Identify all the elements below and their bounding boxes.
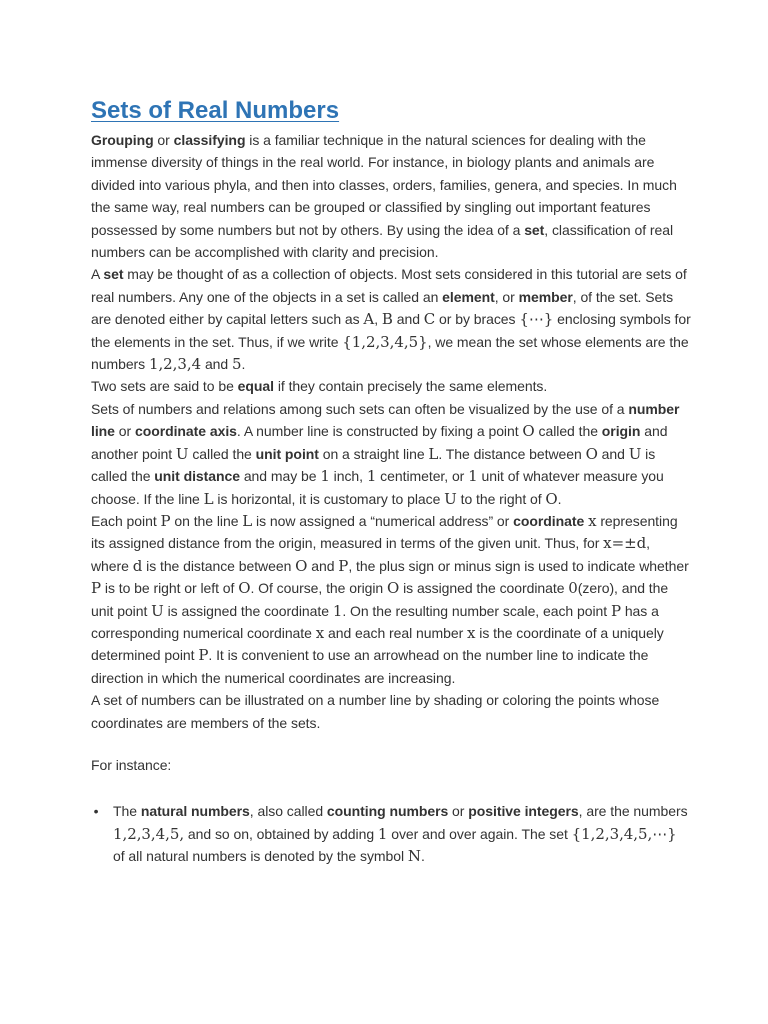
math-symbol: U xyxy=(444,489,457,508)
paragraph-coordinates xyxy=(91,510,691,689)
math-symbol: O xyxy=(238,579,251,598)
text: may be thought of as a collection of objects. Most sets considered in this tutorial are sets of real numbers. Any one of the objects in a set is called an xyxy=(91,266,687,305)
text: and xyxy=(392,311,424,328)
math-symbol: L xyxy=(242,511,253,530)
term-element: element xyxy=(442,288,495,305)
math-symbol: U xyxy=(175,444,189,463)
text: of all natural numbers is denoted by the symbol xyxy=(113,848,408,865)
text: and another point xyxy=(91,423,668,462)
bullet-list xyxy=(91,800,691,867)
math-symbol: x xyxy=(588,511,597,530)
math-symbol: O xyxy=(295,556,308,575)
text: , also called xyxy=(249,803,327,820)
text: and xyxy=(201,356,232,373)
paragraph-grouping xyxy=(91,129,691,263)
paragraph-for-instance: For instance: xyxy=(91,756,172,773)
text: is the distance between xyxy=(142,557,296,574)
text: and xyxy=(307,557,339,574)
text: on a straight line xyxy=(318,445,429,462)
list-item-natural-numbers xyxy=(93,800,691,867)
math-symbol: O xyxy=(545,489,558,508)
term-unit-distance: unit distance xyxy=(154,468,240,485)
math-symbol: 5 xyxy=(232,355,242,374)
text: is the coordinate of a uniquely determined point xyxy=(91,624,664,664)
math-symbol: x xyxy=(467,623,476,642)
text: is a familiar technique in the natural sciences for dealing with the immense diversity of things in the real world. For instance, in biology plants and animals are divided into various phyla, and then into classes, orders, families, genera, and species. In much the same way, real numbers can be grouped or classified by singling out important features possessed by some numbers but not by others. By using the idea of a xyxy=(91,132,677,238)
text: or by braces xyxy=(435,311,520,328)
term-unit-point: unit point xyxy=(255,445,319,462)
term-origin: origin xyxy=(601,423,641,440)
text: is assigned the coordinate xyxy=(399,580,569,597)
text: The xyxy=(113,803,141,820)
math-symbol: O xyxy=(585,444,598,463)
text: centimeter, or xyxy=(376,468,469,485)
math-symbol: P xyxy=(160,511,171,530)
math-symbol: 1 xyxy=(468,467,478,486)
text: and each real number xyxy=(324,624,468,641)
text: , we mean the set whose elements are the numbers xyxy=(91,333,689,373)
text: on the line xyxy=(170,512,243,529)
math-symbol: {1,2,3,4,5} xyxy=(342,332,428,351)
math-symbol: U xyxy=(628,444,642,463)
math-symbol: 1 xyxy=(366,467,377,486)
text: representing its assigned distance from the origin, measured in terms of the given unit. Thus, for xyxy=(91,512,678,552)
math-symbol: 0 xyxy=(568,579,578,598)
math-symbol: A xyxy=(363,310,375,329)
math-symbol: 1 xyxy=(332,601,343,620)
text: over and over again. The set xyxy=(387,825,572,842)
text: is to be right or left of xyxy=(101,580,239,597)
text: or xyxy=(114,423,135,440)
math-symbol: O xyxy=(522,422,535,441)
text: to the right of xyxy=(456,490,546,507)
math-symbol: {1,2,3,4,5,⋯} xyxy=(571,824,677,843)
math-symbol: 1,2,3,4,5, xyxy=(113,824,185,843)
math-symbol: 1 xyxy=(377,824,388,843)
paragraph-number-line xyxy=(91,398,691,510)
text: enclosing symbols for the elements in the set. Thus, if we write xyxy=(91,311,691,350)
term-grouping: Grouping xyxy=(91,132,154,148)
term-equal: equal xyxy=(237,378,274,395)
math-symbol: L xyxy=(428,444,439,463)
math-symbol: x=±d xyxy=(603,534,647,553)
text: and so on, obtained by adding xyxy=(184,825,378,842)
text: and xyxy=(597,445,629,462)
text: A xyxy=(91,266,104,283)
text: is now assigned a “numerical address” or xyxy=(252,512,514,529)
math-symbol: C xyxy=(423,310,436,329)
math-symbol: P xyxy=(338,556,349,575)
math-symbol: B xyxy=(381,310,393,329)
math-symbol: P xyxy=(198,646,209,665)
text: . xyxy=(241,356,246,373)
text: . On the resulting number scale, each point xyxy=(342,602,611,619)
text: unit of whatever measure you choose. If the line xyxy=(91,468,664,507)
term-coordinate-axis: coordinate axis xyxy=(134,423,237,440)
text: called the xyxy=(188,445,256,462)
math-symbol: U xyxy=(151,601,164,620)
paragraph-equal-sets xyxy=(91,375,691,397)
term-member: member xyxy=(518,288,573,305)
term-counting-numbers: counting numbers xyxy=(326,803,449,820)
text: called the xyxy=(534,423,602,440)
spacer xyxy=(91,776,691,800)
math-symbol: P xyxy=(610,601,621,620)
text: (zero), and the unit point xyxy=(91,580,669,619)
text: , where xyxy=(91,535,650,574)
text: . It is convenient to use an arrowhead on the number line to indicate the direction in which the numerical coordinates are increasing. xyxy=(91,647,649,686)
term-number-line: number line xyxy=(91,400,680,440)
text: is horizontal, it is customary to place xyxy=(213,490,445,507)
text: , classification of real numbers can be accomplished with clarity and precision. xyxy=(91,221,674,261)
text: , of the set. Sets are denoted either by capital letters such as xyxy=(91,288,674,328)
text: . Of course, the origin xyxy=(250,580,387,597)
document-body xyxy=(91,94,691,868)
term-set: set xyxy=(524,221,545,238)
term-classifying: classifying xyxy=(173,132,246,148)
text: , xyxy=(374,311,382,328)
text: . The distance between xyxy=(438,445,586,462)
math-symbol: {⋯} xyxy=(519,310,554,329)
math-symbol: N xyxy=(407,847,421,866)
text: Sets of numbers and relations among such sets can often be visualized by the use of a xyxy=(91,400,629,417)
text: . xyxy=(557,490,562,507)
math-symbol: 1 xyxy=(320,467,330,486)
math-symbol: x xyxy=(315,623,325,642)
spacer xyxy=(91,734,691,754)
text: , the plus sign or minus sign is used to indicate whether xyxy=(348,557,689,574)
text: , are the numbers xyxy=(578,803,688,820)
math-symbol: L xyxy=(203,489,214,508)
text: or xyxy=(448,803,469,820)
page-title: Sets of Real Numbers xyxy=(91,97,340,124)
text: is called the xyxy=(91,445,656,485)
math-symbol: d xyxy=(132,556,143,575)
math-symbol: P xyxy=(91,579,102,598)
term-positive-integers: positive integers xyxy=(468,803,579,820)
term-natural-numbers: natural numbers xyxy=(140,803,250,820)
text: and may be xyxy=(239,468,321,485)
text: is assigned the coordinate xyxy=(163,602,333,619)
text: if they contain precisely the same elements. xyxy=(273,378,548,395)
text: Each point xyxy=(91,512,161,529)
term-coordinate: coordinate xyxy=(513,512,585,529)
text: inch, xyxy=(329,468,367,485)
text: has a corresponding numerical coordinate xyxy=(91,602,659,641)
paragraph-shading: A set of numbers can be illustrated on a number line by shading or coloring the points whose coordinates are members of the sets. xyxy=(91,692,660,731)
text: , or xyxy=(494,288,519,305)
paragraph-set-definition xyxy=(91,263,691,375)
text: . A number line is constructed by fixing a point xyxy=(236,423,523,440)
text: Two sets are said to be xyxy=(91,378,238,395)
math-symbol: 1,2,3,4 xyxy=(148,355,202,374)
math-symbol: O xyxy=(387,579,400,598)
bullet-icon: • xyxy=(93,803,99,820)
text: or xyxy=(153,132,174,148)
term-set: set xyxy=(103,266,124,283)
text: . xyxy=(420,848,425,865)
